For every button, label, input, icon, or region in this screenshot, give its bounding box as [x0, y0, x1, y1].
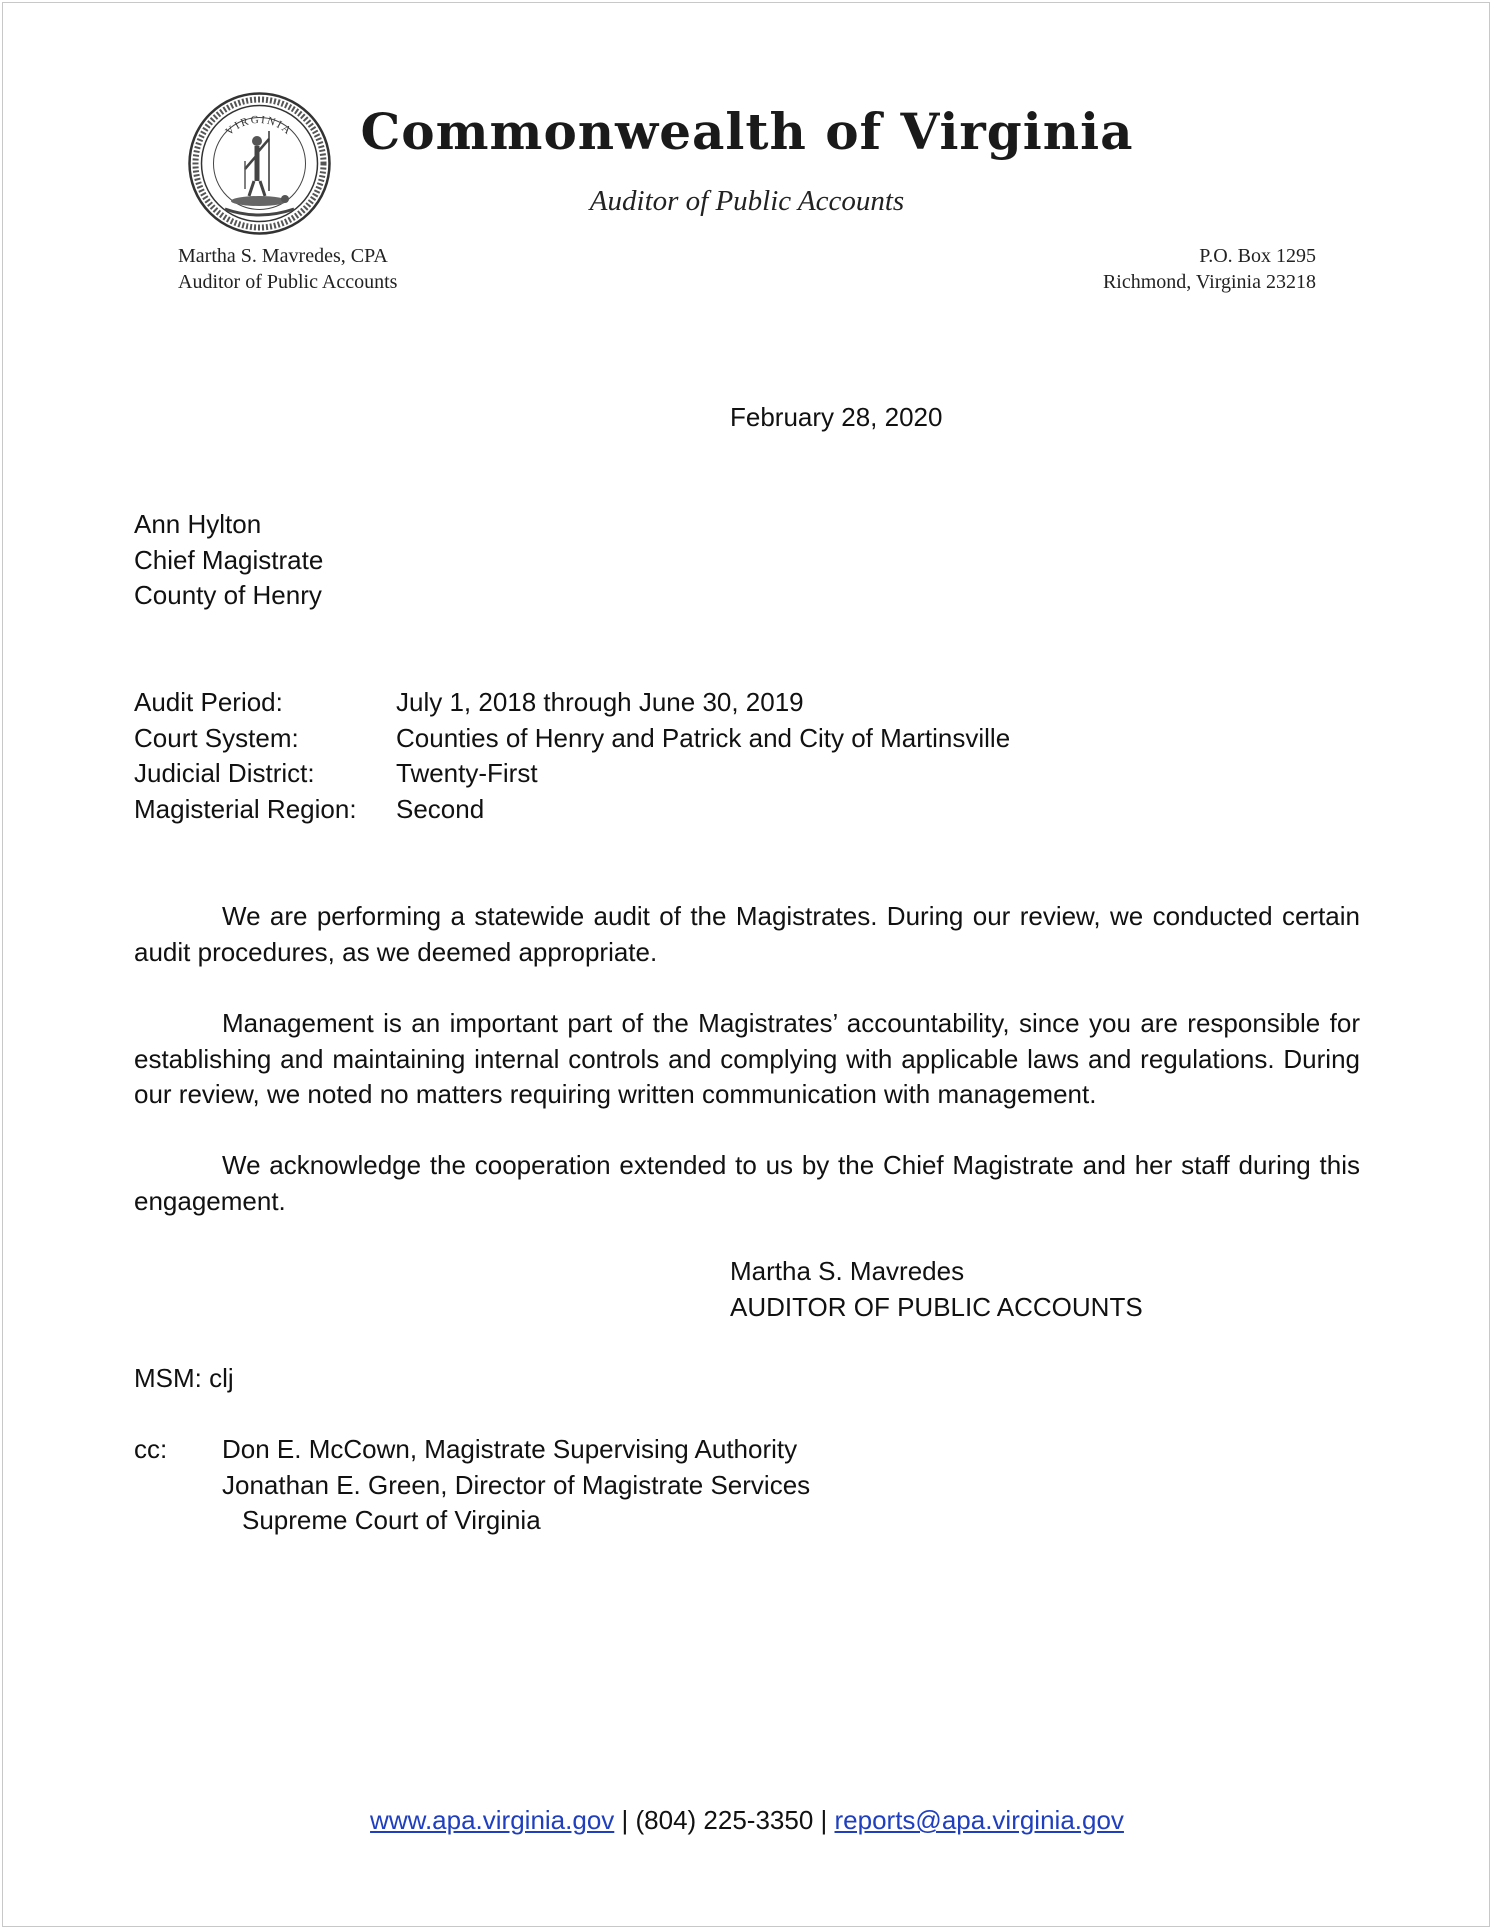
audit-details — [134, 685, 1010, 827]
email-link[interactable]: reports@apa.virginia.gov — [834, 1805, 1124, 1835]
paragraph-1-text: We are performing a statewide audit of the Magistrates. During our review, we conducted certain audit procedures, as we deemed appropriate. — [134, 901, 1360, 967]
recipient-name: Ann Hylton — [134, 509, 262, 539]
footer-separator: | — [813, 1805, 835, 1835]
cc-label: cc: — [134, 1434, 168, 1464]
letterhead-title: Commonwealth of Virginia — [360, 102, 1134, 161]
phone-number: (804) 225-3350 — [635, 1805, 814, 1835]
body-paragraph-3 — [134, 1148, 1360, 1219]
cc-recipients — [222, 1432, 810, 1539]
address-line-1: P.O. Box 1295 — [1199, 245, 1316, 267]
body-paragraph-1 — [134, 899, 1360, 970]
signature-title: AUDITOR OF PUBLIC ACCOUNTS — [730, 1291, 1143, 1322]
magisterial-region-value: Second — [396, 793, 485, 824]
recipient-block — [134, 507, 323, 614]
court-system-value: Counties of Henry and Patrick and City of Martinsville — [396, 722, 1011, 753]
cc-recipient: Jonathan E. Green, Director of Magistrate Services — [222, 1469, 811, 1500]
audit-period-label: Audit Period: — [134, 687, 283, 717]
reference-initials: MSM: clj — [134, 1363, 234, 1393]
audit-detail-row — [134, 756, 1010, 792]
body-paragraph-2 — [134, 1006, 1360, 1113]
recipient-title: Chief Magistrate — [134, 544, 324, 575]
letterhead-address — [1103, 243, 1316, 295]
magisterial-region-label: Magisterial Region: — [134, 793, 357, 824]
letterhead-subtitle: Auditor of Public Accounts — [589, 185, 905, 217]
audit-period-value: July 1, 2018 through June 30, 2019 — [396, 687, 804, 717]
seal-text: VIRGINIA — [223, 113, 295, 139]
audit-detail-row — [134, 792, 1010, 828]
audit-detail-row — [134, 721, 1010, 757]
signature-name: Martha S. Mavredes — [730, 1256, 965, 1286]
cc-recipient: Supreme Court of Virginia — [242, 1505, 541, 1535]
signature-block — [730, 1254, 1143, 1325]
letterhead-left — [178, 243, 397, 295]
judicial-district-value: Twenty-First — [396, 758, 538, 788]
paragraph-2-text: Management is an important part of the Magistrates’ accountability, since you are responsible for establishing and maintaining internal controls and complying with applicable laws and regulations. During our review, we noted no matters requiring written communication with management. — [134, 1008, 1360, 1109]
footer — [0, 1805, 1494, 1836]
website-link[interactable]: www.apa.virginia.gov — [370, 1805, 615, 1835]
court-system-label: Court System: — [134, 722, 299, 753]
audit-detail-row — [134, 685, 1010, 721]
auditor-title: Auditor of Public Accounts — [178, 271, 398, 293]
address-line-2: Richmond, Virginia 23218 — [1102, 271, 1316, 293]
cc-recipient: Don E. McCown, Magistrate Supervising Authority — [222, 1434, 798, 1464]
auditor-name: Martha S. Mavredes, CPA — [178, 245, 388, 267]
recipient-org: County of Henry — [134, 580, 322, 610]
letter-date: February 28, 2020 — [730, 402, 943, 432]
paragraph-3-text: We acknowledge the cooperation extended to us by the Chief Magistrate and her staff during this engagement. — [134, 1150, 1360, 1216]
footer-separator: | — [614, 1805, 636, 1835]
judicial-district-label: Judicial District: — [134, 758, 315, 788]
